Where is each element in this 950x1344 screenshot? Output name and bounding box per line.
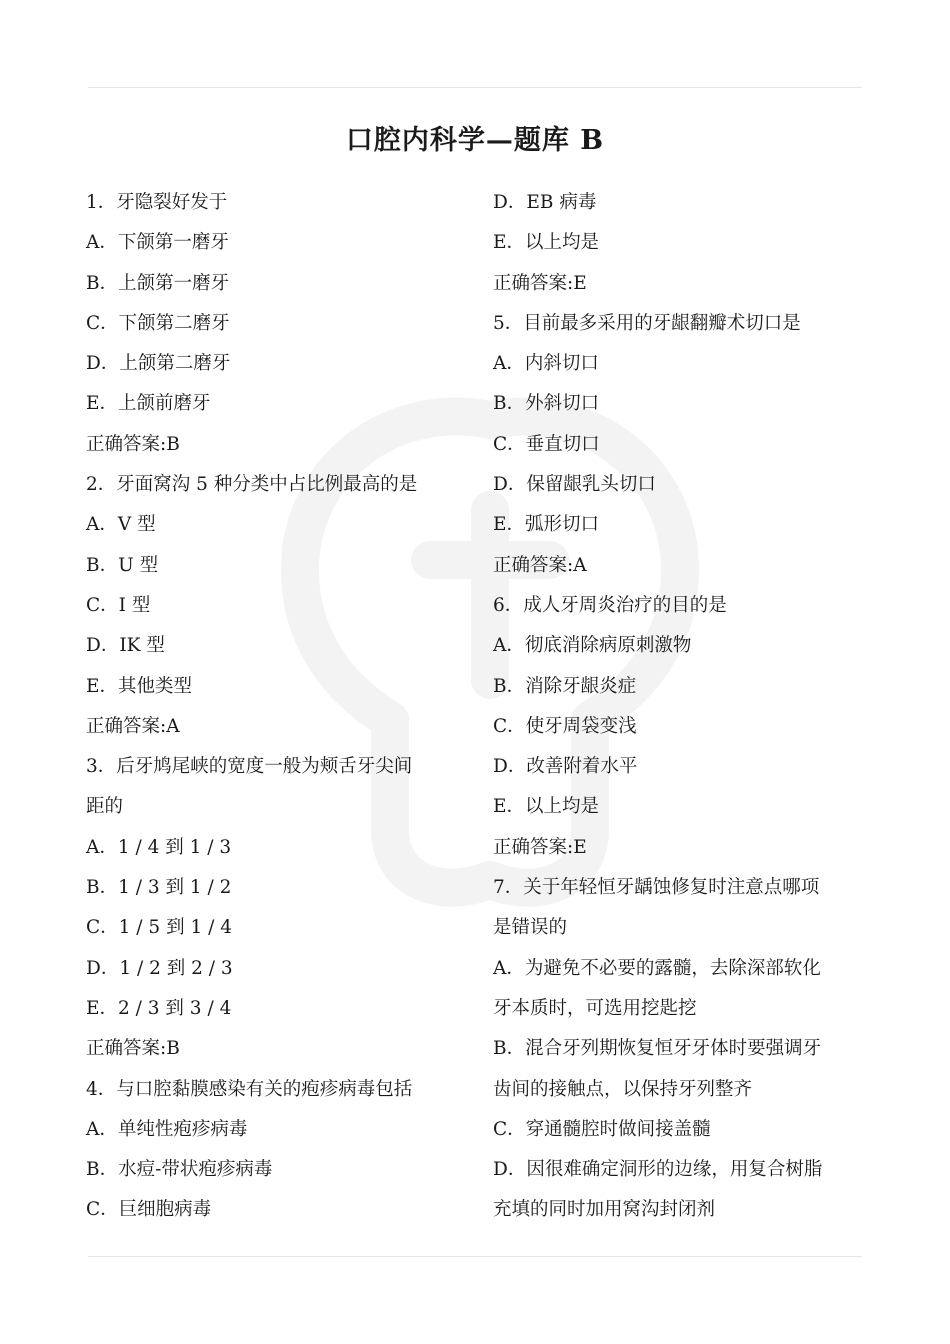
option-line: C．垂直切口 <box>493 433 600 455</box>
option-line: B．消除牙龈炎症 <box>493 675 637 697</box>
option-line: A．彻底消除病原刺激物 <box>493 635 692 657</box>
option-line: C．穿通髓腔时做间接盖髓 <box>493 1118 711 1140</box>
option-line: C．使牙周袋变浅 <box>493 715 637 737</box>
answer-line: 正确答案:A <box>493 554 587 576</box>
option-line: E．弧形切口 <box>493 514 600 536</box>
answer-line: 正确答案:A <box>86 715 180 737</box>
right-column <box>493 185 869 1233</box>
option-line: D．1 / 2 到 2 / 3 <box>86 957 233 979</box>
answer-line: 正确答案:B <box>86 433 180 455</box>
answer-line: 正确答案:B <box>86 1038 180 1060</box>
option-line: E．其他类型 <box>86 675 193 697</box>
option-line: C．巨细胞病毒 <box>86 1199 212 1221</box>
answer-line: 正确答案:E <box>493 836 587 858</box>
option-line: A．1 / 4 到 1 / 3 <box>86 836 232 858</box>
option-line: D．EB 病毒 <box>493 192 597 213</box>
option-line-cont: 齿间的接触点，以保持牙列整齐 <box>493 1078 753 1100</box>
option-line: B．1 / 3 到 1 / 2 <box>86 877 232 899</box>
question-1: 1．牙隐裂好发于 <box>86 192 228 213</box>
option-line: A．下颌第一磨牙 <box>86 232 229 254</box>
option-line: D．IK 型 <box>86 635 165 657</box>
option-line: B．水痘-带状疱疹病毒 <box>86 1159 273 1181</box>
question-7-cont: 是错误的 <box>493 917 568 939</box>
answer-line: 正确答案:E <box>493 272 587 294</box>
footer-rule <box>88 1256 862 1257</box>
option-line: E．2 / 3 到 3 / 4 <box>86 997 232 1019</box>
question-6: 6．成人牙周炎治疗的目的是 <box>493 594 727 616</box>
option-line: A．V 型 <box>86 514 156 536</box>
header-rule <box>88 87 862 88</box>
option-line: B．上颌第一磨牙 <box>86 272 230 294</box>
question-5: 5．目前最多采用的牙龈翻瓣术切口是 <box>493 312 801 334</box>
option-line: C．1 / 5 到 1 / 4 <box>86 917 232 939</box>
option-line: C．I 型 <box>86 594 151 616</box>
option-line-cont: 充填的同时加用窝沟封闭剂 <box>493 1199 716 1221</box>
option-line: A．内斜切口 <box>493 353 599 375</box>
option-line: D．上颌第二磨牙 <box>86 353 231 375</box>
option-line: B．混合牙列期恢复恒牙牙体时要强调牙 <box>493 1038 822 1060</box>
option-line: E．以上均是 <box>493 796 600 818</box>
question-3-cont: 距的 <box>86 796 124 818</box>
question-2: 2．牙面窝沟 5 种分类中占比例最高的是 <box>86 474 418 496</box>
option-line: B．U 型 <box>86 554 159 576</box>
option-line: B．外斜切口 <box>493 393 600 415</box>
option-line: D．保留龈乳头切口 <box>493 474 656 496</box>
question-4: 4．与口腔黏膜感染有关的疱疹病毒包括 <box>86 1078 413 1100</box>
option-line: A．单纯性疱疹病毒 <box>86 1118 248 1140</box>
question-7: 7．关于年轻恒牙龋蚀修复时注意点哪项 <box>493 877 820 899</box>
option-line-cont: 牙本质时，可选用挖匙挖 <box>493 997 697 1019</box>
option-line: E．以上均是 <box>493 232 600 254</box>
page-title: 口腔内科学—题库 B <box>345 125 605 156</box>
option-line: E．上颌前磨牙 <box>86 393 211 415</box>
option-line: D．因很难确定洞形的边缘，用复合树脂 <box>493 1159 823 1181</box>
option-line: C．下颌第二磨牙 <box>86 312 230 334</box>
left-column <box>86 185 462 1233</box>
option-line: D．改善附着水平 <box>493 756 638 778</box>
option-line: A．为避免不必要的露髓，去除深部软化 <box>493 957 821 979</box>
question-3: 3．后牙鸠尾峡的宽度一般为颊舌牙尖间 <box>86 756 413 778</box>
